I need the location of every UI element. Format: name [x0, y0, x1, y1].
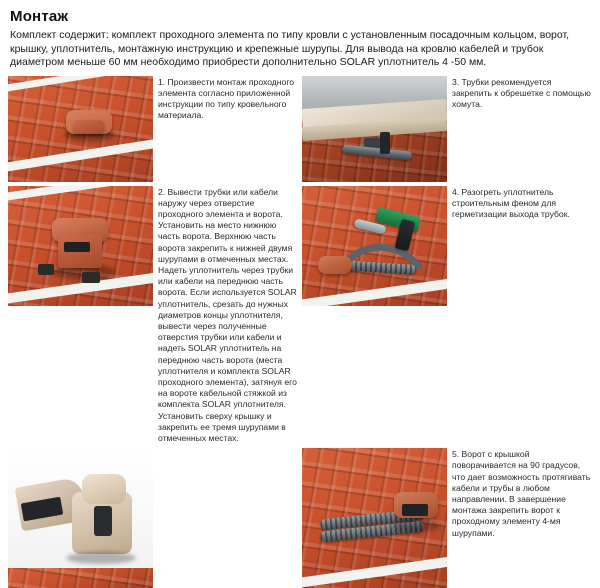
- step-item-4: [302, 186, 592, 445]
- step-caption-exploded: [158, 448, 298, 588]
- step-caption-2: 2. Вывести трубки или кабели наружу через отверстие проходного элемента и ворота. Установить на место нижнюю часть ворота. Верхнюю часть ворота закрепить к нижней двумя шурупами в отмеченных местах. Надеть уплотнитель через трубки или кабели на переднюю часть ворота. Если используется SOLAR уплотнитель, срезать до нужных диаметров концы уплотнителя, вывести через полученные отверстия трубки или кабели и надеть SOLAR уплотнитель на переднюю часть ворота (места уплотнителя и комплекта SOLAR проходного элемента), затянуя его на вороте кабельной стяжкой из комплекта SOLAR уплотнителя. Установить сверху крышку и закрепить ее тремя шурупами в отмеченных местах.: [158, 186, 298, 445]
- step-caption-5: 5. Ворот с крышкой поворачивается на 90 градусов, что дает возможность протягивать кабели и трубы в любом направлении. В завершение монтажа закрепить ворот к проходному элементу 4-мя шурупами.: [452, 448, 592, 588]
- steps-row-2: [8, 186, 592, 445]
- steps-grid: [8, 76, 592, 588]
- page-title: Монтаж: [10, 8, 592, 25]
- photo-vent-with-black-parts: [8, 186, 153, 306]
- intro-paragraph: Комплект содержит: комплект проходного элемента по типу кровли с установленным посадочным кольцом, ворот, крышку, уплотнитель, монтажную инструкцию и крепежные шурупы. Для вывода на кровлю кабелей и трубок диаметром меньше 60 мм необходимо приобрести дополнительно SOLAR уплотнитель 4 -50 мм.: [10, 29, 590, 70]
- steps-row-3: [8, 448, 592, 588]
- step-item-3: [302, 76, 592, 182]
- photo-pipes-over-roof: [302, 448, 447, 588]
- step-item-exploded: [8, 448, 298, 588]
- step-item-2: [8, 186, 298, 445]
- steps-row-1: [8, 76, 592, 182]
- step-caption-3: 3. Трубки рекомендуется закрепить к обрешетке с помощью хомута.: [452, 76, 592, 182]
- photo-exploded-vent-assembly: [8, 448, 153, 588]
- photo-heat-gun-sealing: [302, 186, 447, 306]
- step-caption-1: 1. Произвести монтаж проходного элемента согласно приложенной инструкции по типу кровельного материала.: [158, 76, 298, 182]
- step-caption-4: 4. Разогреть уплотнитель строительным феном для герметизации выхода трубок.: [452, 186, 592, 445]
- photo-pipe-clamp-on-batten: [302, 76, 447, 182]
- step-item-1: [8, 76, 298, 182]
- step-item-5: [302, 448, 592, 588]
- photo-roof-vent-installed: [8, 76, 153, 182]
